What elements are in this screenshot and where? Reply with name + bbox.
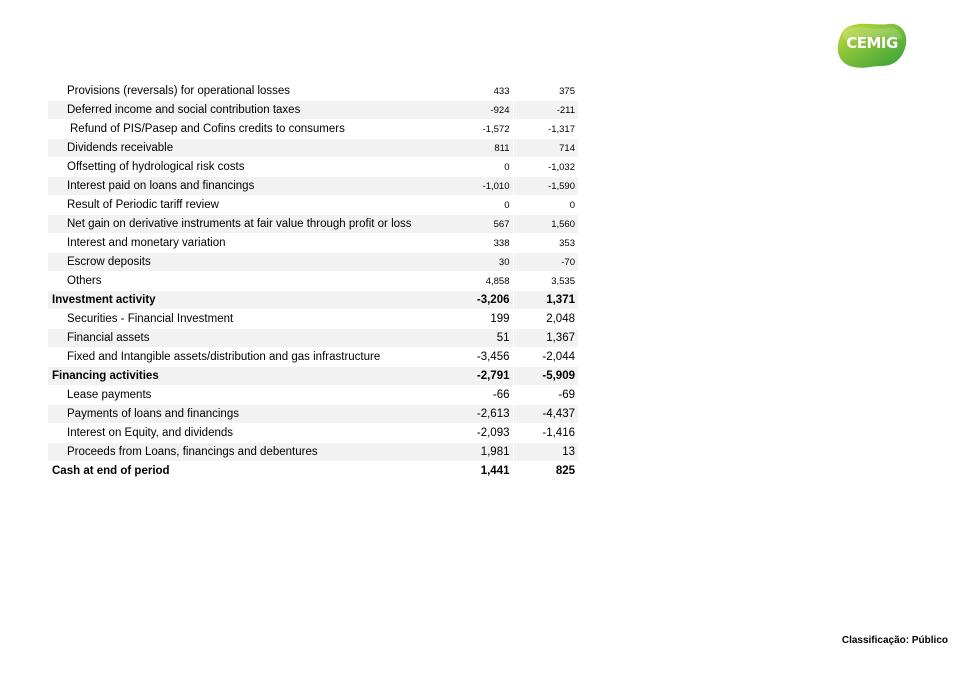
table-row <box>48 272 578 291</box>
row-value-1: 1,441 <box>447 462 513 481</box>
row-value-1: -924 <box>447 101 513 120</box>
row-value-1: -2,791 <box>447 367 513 386</box>
row-value-2: -1,317 <box>513 120 578 139</box>
row-value-2: 825 <box>513 462 578 481</box>
row-value-1: 0 <box>447 158 513 177</box>
table-row <box>48 424 578 443</box>
total-label: Cash at end of period <box>48 462 447 481</box>
row-label: Payments of loans and financings <box>48 405 447 424</box>
row-value-1: -2,093 <box>447 424 513 443</box>
cemig-logo <box>836 20 908 70</box>
table-row <box>48 82 578 101</box>
row-label: Fixed and Intangible assets/distribution and gas infrastructure <box>48 348 447 367</box>
row-value-2: 0 <box>513 196 578 215</box>
row-label: Dividends receivable <box>48 139 447 158</box>
table-row <box>48 348 578 367</box>
row-value-2: 1,560 <box>513 215 578 234</box>
cash-flow-table <box>48 82 578 481</box>
logo-text: CEMIG <box>846 34 898 52</box>
row-value-2: -211 <box>513 101 578 120</box>
row-label: Proceeds from Loans, financings and debentures <box>48 443 447 462</box>
section-row <box>48 291 578 310</box>
row-value-2: -1,590 <box>513 177 578 196</box>
row-value-1: 1,981 <box>447 443 513 462</box>
row-value-2: -2,044 <box>513 348 578 367</box>
classification-label: Classificação: Público <box>841 635 948 646</box>
row-label: Interest on Equity, and dividends <box>48 424 447 443</box>
row-value-1: 30 <box>447 253 513 272</box>
table-row <box>48 234 578 253</box>
row-value-2: 353 <box>513 234 578 253</box>
section-label: Investment activity <box>48 291 447 310</box>
table-row <box>48 177 578 196</box>
row-value-1: -3,206 <box>447 291 513 310</box>
row-value-2: -5,909 <box>513 367 578 386</box>
row-value-1: -1,572 <box>447 120 513 139</box>
row-value-2: -4,437 <box>513 405 578 424</box>
row-label: Provisions (reversals) for operational losses <box>48 82 447 101</box>
table-row <box>48 215 578 234</box>
table-row <box>48 101 578 120</box>
row-label: Securities - Financial Investment <box>48 310 447 329</box>
row-value-1: 0 <box>447 196 513 215</box>
row-label: Financial assets <box>48 329 447 348</box>
row-value-2: 13 <box>513 443 578 462</box>
row-label: Offsetting of hydrological risk costs <box>48 158 447 177</box>
row-value-2: 375 <box>513 82 578 101</box>
row-value-2: 714 <box>513 139 578 158</box>
row-label: Interest paid on loans and financings <box>48 177 447 196</box>
row-label: Result of Periodic tariff review <box>48 196 447 215</box>
table-row <box>48 405 578 424</box>
row-value-1: 567 <box>447 215 513 234</box>
row-value-2: -1,416 <box>513 424 578 443</box>
table-row <box>48 139 578 158</box>
row-value-1: 811 <box>447 139 513 158</box>
section-label: Financing activities <box>48 367 447 386</box>
table-row <box>48 329 578 348</box>
row-value-1: 4,858 <box>447 272 513 291</box>
table-row <box>48 310 578 329</box>
table-row <box>48 120 578 139</box>
row-label: Interest and monetary variation <box>48 234 447 253</box>
table-row <box>48 443 578 462</box>
row-value-1: -1,010 <box>447 177 513 196</box>
row-label: Net gain on derivative instruments at fair value through profit or loss <box>48 215 447 234</box>
row-value-2: 1,371 <box>513 291 578 310</box>
table-row <box>48 158 578 177</box>
row-value-2: 2,048 <box>513 310 578 329</box>
row-label: Escrow deposits <box>48 253 447 272</box>
row-value-1: -2,613 <box>447 405 513 424</box>
section-row <box>48 367 578 386</box>
table-row <box>48 386 578 405</box>
row-value-1: 199 <box>447 310 513 329</box>
row-value-1: -66 <box>447 386 513 405</box>
row-label: Deferred income and social contribution taxes <box>48 101 447 120</box>
row-value-1: 433 <box>447 82 513 101</box>
row-label: Refund of PIS/Pasep and Cofins credits to consumers <box>48 120 447 139</box>
row-value-1: 338 <box>447 234 513 253</box>
row-label: Lease payments <box>48 386 447 405</box>
row-value-1: -3,456 <box>447 348 513 367</box>
row-value-2: 1,367 <box>513 329 578 348</box>
row-label: Others <box>48 272 447 291</box>
row-value-2: 3,535 <box>513 272 578 291</box>
table-row <box>48 253 578 272</box>
row-value-1: 51 <box>447 329 513 348</box>
row-value-2: -70 <box>513 253 578 272</box>
table-row <box>48 196 578 215</box>
total-row <box>48 462 578 481</box>
row-value-2: -1,032 <box>513 158 578 177</box>
row-value-2: -69 <box>513 386 578 405</box>
